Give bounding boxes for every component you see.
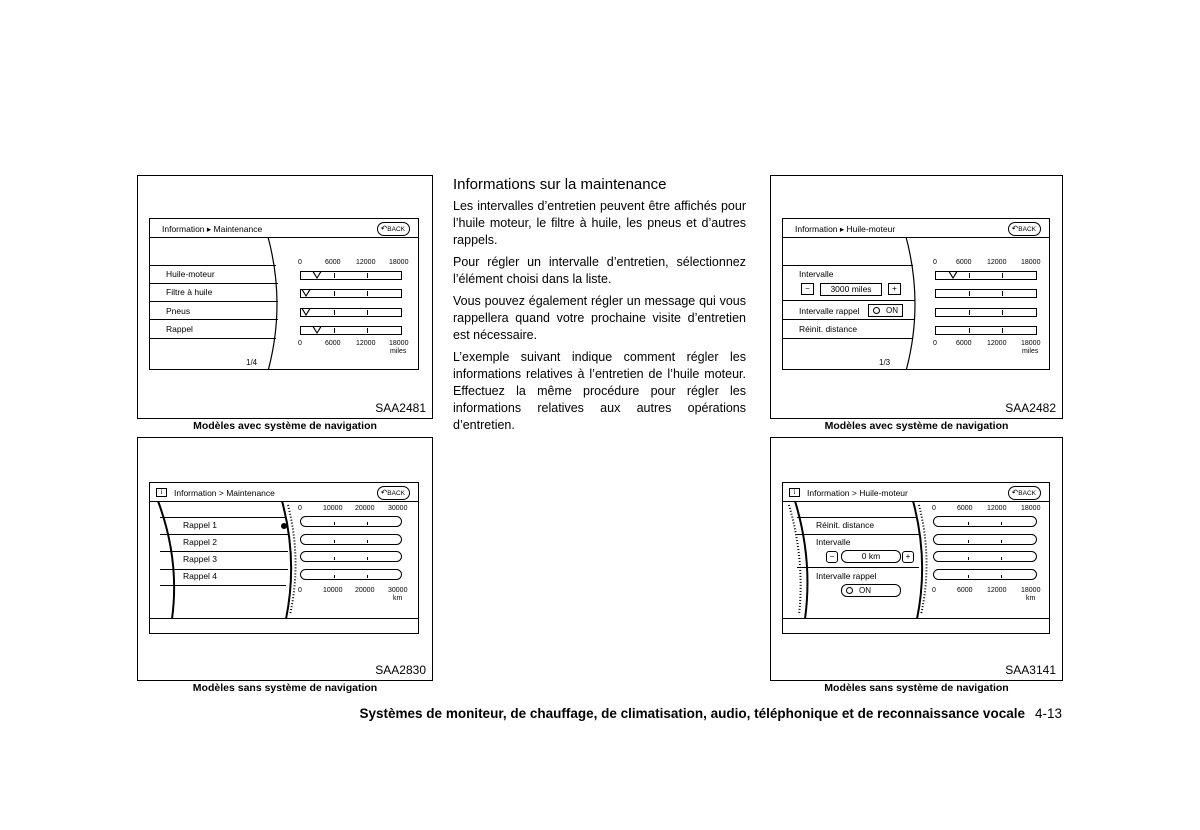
bar-tick — [367, 273, 368, 278]
interval-value: 0 km — [841, 550, 901, 563]
tick-label: 18000 — [1021, 505, 1041, 512]
figure-code: SAA2830 — [375, 663, 426, 677]
reminder-label: Intervalle rappel — [799, 306, 860, 316]
interval-bar — [300, 289, 402, 298]
tick-label: 6000 — [956, 259, 972, 266]
row-divider — [150, 319, 278, 320]
interval-label: Intervalle — [799, 269, 834, 279]
interval-bar — [300, 551, 402, 562]
article-paragraph: L’exemple suivant indique comment régler les informations relatives à l’entretien de l’huile moteur. Effectuez la même procédure pour régler les informations relatives aux autres opérations d’entretien. — [453, 350, 746, 432]
bar-tick — [969, 328, 970, 333]
bar-tick — [969, 310, 970, 315]
tick-label: 30000 — [388, 505, 408, 512]
interval-bar — [300, 534, 402, 545]
left-curve-divider — [783, 501, 813, 619]
bar-tick — [968, 557, 969, 560]
tick-label: 10000 — [323, 505, 343, 512]
figure-code: SAA3141 — [1005, 663, 1056, 677]
figure-huile-moteur-no-nav — [770, 437, 1063, 681]
back-arrow-icon: ↶ — [1011, 488, 1019, 497]
interval-bar — [933, 569, 1037, 580]
figure-caption: Modèles sans système de navigation — [192, 682, 378, 694]
row-divider — [783, 300, 915, 301]
interval-marker-icon — [312, 326, 322, 334]
reminder-label: Intervalle rappel — [816, 571, 877, 581]
row-divider — [160, 534, 288, 535]
tick-label: 10000 — [323, 587, 343, 594]
row-divider — [150, 283, 278, 284]
reminder-toggle[interactable]: ON — [841, 584, 901, 597]
unit-label: km — [393, 595, 403, 602]
figure-code: SAA2481 — [375, 401, 426, 415]
bar-tick — [1001, 540, 1002, 543]
interval-bar — [935, 326, 1037, 335]
bar-tick — [334, 540, 335, 543]
article-paragraph: Les intervalles d’entretien peuvent être affichés pour l’huile moteur, le filtre à huile, les pneus et d’autres rappels. — [453, 199, 746, 247]
row-divider — [797, 517, 917, 518]
row-divider — [150, 301, 278, 302]
interval-bar — [933, 516, 1037, 527]
bar-tick — [334, 575, 335, 578]
figure-maintenance-nav — [137, 175, 433, 419]
increase-button[interactable]: + — [888, 283, 901, 295]
figure-caption: Modèles sans système de navigation — [824, 682, 1009, 694]
screen-huile-moteur-nav — [782, 218, 1050, 370]
interval-bar — [935, 289, 1037, 298]
tick-label: 12000 — [987, 587, 1007, 594]
screen-title: Information ▸ Maintenance — [162, 224, 263, 234]
row-divider — [797, 534, 919, 535]
bar-tick — [334, 273, 335, 278]
menu-item-rappel[interactable]: Rappel — [166, 324, 193, 334]
back-arrow-icon: ↶ — [1011, 224, 1019, 233]
interval-marker-icon — [312, 271, 322, 279]
bar-tick — [334, 522, 335, 525]
screen-title: Information > Maintenance — [174, 488, 275, 498]
bar-tick — [1002, 310, 1003, 315]
bar-tick — [1001, 575, 1002, 578]
row-divider — [150, 265, 276, 266]
bar-tick — [367, 310, 368, 315]
menu-item-reset-distance[interactable]: Réinit. distance — [799, 324, 858, 334]
tick-label: 0 — [933, 340, 937, 347]
left-curve-divider — [150, 501, 180, 619]
tick-label: 18000 — [1021, 340, 1041, 347]
bar-tick — [334, 328, 335, 333]
row-divider — [160, 551, 288, 552]
screen-maintenance-no-nav — [149, 482, 419, 634]
info-icon: i — [156, 488, 167, 497]
tick-label: 0 — [932, 587, 936, 594]
bar-tick — [968, 575, 969, 578]
tick-label: 12000 — [356, 340, 376, 347]
back-button[interactable]: ↶BACK — [377, 222, 410, 236]
divider — [783, 618, 1050, 619]
bar-tick — [334, 557, 335, 560]
menu-item-huile-moteur[interactable]: Huile-moteur — [166, 269, 215, 279]
bar-tick — [1001, 557, 1002, 560]
tick-label: 20000 — [355, 587, 375, 594]
interval-value: 3000 miles — [820, 283, 882, 296]
back-button[interactable]: ↶BACK — [1008, 222, 1041, 236]
decrease-button[interactable]: − — [826, 551, 838, 563]
unit-label: km — [1026, 595, 1036, 602]
tick-label: 18000 — [389, 259, 409, 266]
back-button[interactable]: ↶BACK — [377, 486, 410, 500]
bar-tick — [367, 291, 368, 296]
article-paragraph: Vous pouvez également régler un message qui vous rappellera quand votre prochaine visite d’entretien est nécessaire. — [453, 294, 746, 342]
bar-tick — [367, 328, 368, 333]
article-paragraph: Pour régler un intervalle d’entretien, sélectionnez l’élément choisi dans la liste. — [453, 255, 746, 286]
row-divider — [160, 585, 286, 586]
page-indicator: 1/4 — [246, 358, 258, 367]
tick-label: 0 — [932, 505, 936, 512]
tick-label: 0 — [298, 340, 302, 347]
radio-icon — [846, 587, 853, 594]
figure-maintenance-no-nav — [137, 437, 433, 681]
row-divider — [783, 319, 915, 320]
menu-item-rappel-1[interactable]: Rappel 1 — [183, 520, 218, 530]
interval-bar — [300, 516, 402, 527]
screen-huile-moteur-no-nav — [782, 482, 1050, 634]
tick-label: 12000 — [987, 340, 1007, 347]
interval-marker-icon — [948, 271, 958, 279]
bar-tick — [334, 310, 335, 315]
menu-item-rappel-2[interactable]: Rappel 2 — [183, 537, 218, 547]
bar-tick — [1002, 328, 1003, 333]
screen-title: Information ▸ Huile-moteur — [795, 224, 896, 234]
reminder-toggle[interactable]: ON — [868, 304, 903, 317]
interval-bar — [300, 308, 402, 317]
tick-label: 18000 — [1021, 587, 1041, 594]
page-indicator: 1/3 — [879, 358, 891, 367]
bar-tick — [968, 540, 969, 543]
row-divider — [150, 338, 276, 339]
screen-title: Information > Huile-moteur — [807, 488, 908, 498]
tick-label: 18000 — [1021, 259, 1041, 266]
row-divider — [797, 567, 919, 568]
menu-curve-divider — [260, 237, 290, 370]
row-divider — [783, 265, 913, 266]
scroll-curve-divider — [272, 501, 302, 619]
tick-label: 20000 — [355, 505, 375, 512]
tick-label: 6000 — [956, 340, 972, 347]
tick-label: 30000 — [388, 587, 408, 594]
bar-tick — [367, 575, 368, 578]
bar-tick — [969, 273, 970, 278]
bar-tick — [1001, 522, 1002, 525]
article — [453, 176, 746, 439]
back-arrow-icon: ↶ — [380, 224, 388, 233]
increase-button[interactable]: + — [902, 551, 914, 563]
bar-tick — [969, 291, 970, 296]
page-number: 4-13 — [1034, 706, 1062, 721]
tick-label: 6000 — [957, 587, 973, 594]
article-heading: Informations sur la maintenance — [453, 176, 667, 193]
bar-tick — [367, 557, 368, 560]
interval-bar — [300, 569, 402, 580]
interval-bar — [935, 308, 1037, 317]
figure-huile-moteur-nav — [770, 175, 1063, 419]
figure-caption: Modèles avec système de navigation — [193, 420, 377, 432]
bar-tick — [1002, 273, 1003, 278]
bar-tick — [1002, 291, 1003, 296]
bar-tick — [367, 540, 368, 543]
row-divider — [783, 338, 913, 339]
bar-tick — [367, 522, 368, 525]
screen-maintenance-nav — [149, 218, 419, 370]
bar-tick — [968, 522, 969, 525]
menu-item-filtre[interactable]: Filtre à huile — [166, 287, 213, 297]
interval-bar — [933, 534, 1037, 545]
row-divider — [160, 569, 288, 570]
menu-item-pneus[interactable]: Pneus — [166, 306, 191, 316]
page-footer — [0, 706, 1062, 721]
tick-label: 0 — [933, 259, 937, 266]
tick-label: 6000 — [957, 505, 973, 512]
tick-label: 6000 — [325, 340, 341, 347]
bar-tick — [334, 291, 335, 296]
tick-label: 0 — [298, 587, 302, 594]
interval-bar — [933, 551, 1037, 562]
menu-item-rappel-3[interactable]: Rappel 3 — [183, 554, 218, 564]
figure-caption: Modèles avec système de navigation — [824, 420, 1009, 432]
footer-title: Systèmes de moniteur, de chauffage, de climatisation, audio, téléphonique et de reconnaissance vocale — [359, 706, 1025, 721]
figure-code: SAA2482 — [1005, 401, 1056, 415]
interval-label: Intervalle — [816, 537, 851, 547]
decrease-button[interactable]: − — [801, 283, 814, 295]
menu-item-rappel-4[interactable]: Rappel 4 — [183, 571, 218, 581]
row-divider — [160, 517, 286, 518]
tick-label: 18000 — [389, 340, 409, 347]
selected-dot-icon — [281, 523, 287, 529]
tick-label: 12000 — [987, 259, 1007, 266]
unit-label: miles — [390, 348, 407, 355]
tick-label: 0 — [298, 505, 302, 512]
tick-label: 0 — [298, 259, 302, 266]
unit-label: miles — [1022, 348, 1039, 355]
tick-label: 6000 — [325, 259, 341, 266]
interval-marker-icon — [301, 289, 311, 297]
divider — [150, 618, 419, 619]
radio-icon — [873, 307, 880, 314]
tick-label: 12000 — [987, 505, 1007, 512]
tick-label: 12000 — [356, 259, 376, 266]
back-button[interactable]: ↶BACK — [1008, 486, 1041, 500]
back-arrow-icon: ↶ — [380, 488, 388, 497]
menu-item-reset-distance[interactable]: Réinit. distance — [816, 520, 875, 530]
interval-marker-icon — [301, 308, 311, 316]
info-icon: i — [789, 488, 800, 497]
